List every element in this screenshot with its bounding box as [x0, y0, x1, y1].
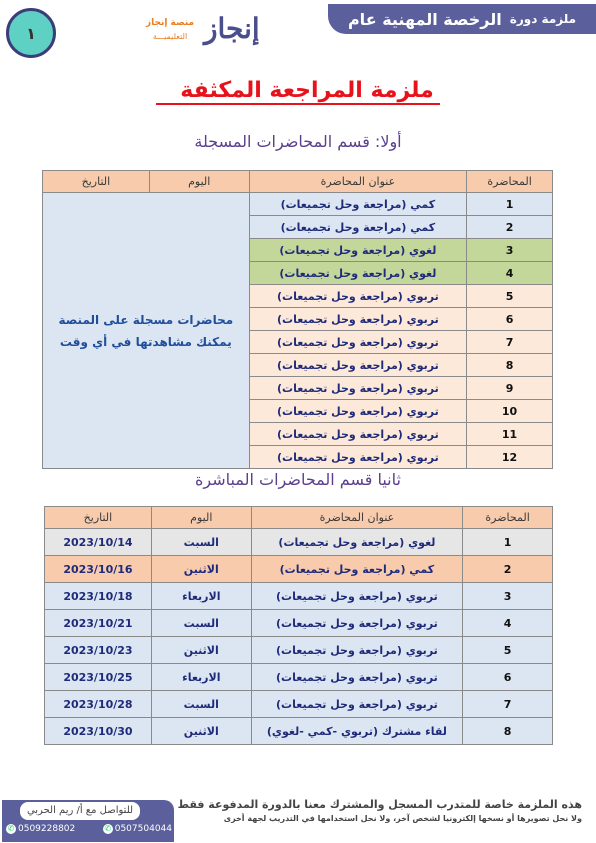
lecture-day: الاثنين [151, 556, 251, 583]
phone-numbers [6, 824, 172, 834]
lecture-title: تربوي (مراجعة وحل تجميعات) [249, 377, 467, 400]
section2-title: ثانيا قسم المحاضرات المباشرة [195, 470, 401, 489]
phone-entry[interactable] [6, 824, 75, 834]
lecture-title: تربوي (مراجعة وحل تجميعات) [249, 400, 467, 423]
footer-notice: هذه الملزمة خاصة للمتدرب المسجل والمشترك معنا بالدورة المدفوعة فقط [177, 798, 582, 811]
lecture-title: تربوي (مراجعة وحل تجميعات) [251, 691, 462, 718]
lecture-title: لغوي (مراجعة وحل تجميعات) [249, 262, 467, 285]
lecture-number: 7 [467, 331, 553, 354]
phone-number: 0507504044 [114, 824, 172, 834]
lecture-date: 2023/10/21 [45, 610, 152, 637]
col-header-day: اليوم [151, 507, 251, 529]
whatsapp-icon: ✆ [7, 824, 15, 833]
lecture-date: 2023/10/23 [45, 637, 152, 664]
table-row [45, 637, 553, 664]
lecture-number: 3 [467, 239, 553, 262]
phone-number: 0509228802 [18, 824, 76, 834]
lecture-number: 6 [467, 308, 553, 331]
lecture-title: تربوي (مراجعة وحل تجميعات) [249, 331, 467, 354]
lecture-title: تربوي (مراجعة وحل تجميعات) [249, 308, 467, 331]
lecture-number: 12 [467, 446, 553, 469]
lecture-number: 10 [467, 400, 553, 423]
lecture-number: 2 [463, 556, 553, 583]
col-header-lecture: المحاضرة [463, 507, 553, 529]
recorded-note: محاضرات مسجلة على المنصة يمكنك مشاهدتها في أي وقت [43, 193, 250, 469]
lecture-title: كمي (مراجعة وحل تجميعات) [251, 556, 462, 583]
lecture-number: 5 [467, 285, 553, 308]
lecture-date: 2023/10/30 [45, 718, 152, 745]
table-row [45, 718, 553, 745]
lecture-title: تربوي (مراجعة وحل تجميعات) [249, 423, 467, 446]
col-header-lecture: المحاضرة [467, 171, 553, 193]
lecture-number: 8 [463, 718, 553, 745]
table-header-row [45, 507, 553, 529]
course-banner [328, 4, 596, 34]
lecture-number: 4 [467, 262, 553, 285]
section1-title: أولا: قسم المحاضرات المسجلة [194, 132, 402, 151]
logo-mark: إنجاز [204, 12, 260, 45]
contact-label: للتواصل مع أ/ ريم الحربي [20, 802, 140, 820]
lecture-date: 2023/10/18 [45, 583, 152, 610]
lecture-day: الاربعاء [151, 664, 251, 691]
lecture-title: تربوي (مراجعة وحل تجميعات) [251, 637, 462, 664]
lecture-number: 8 [467, 354, 553, 377]
injaz-logo [140, 12, 260, 52]
lecture-date: 2023/10/14 [45, 529, 152, 556]
lecture-number: 1 [467, 193, 553, 216]
banner-course: الرخصة المهنية عام [347, 9, 502, 29]
logo-line1: منصة إنجاز [145, 18, 195, 28]
contact-box [2, 800, 174, 842]
col-header-date: التاريخ [45, 507, 152, 529]
lecture-number: 5 [463, 637, 553, 664]
table-row [45, 691, 553, 718]
recorded-lectures-table [42, 170, 553, 469]
lecture-number: 1 [463, 529, 553, 556]
lecture-day: الاثنين [151, 637, 251, 664]
lecture-number: 4 [463, 610, 553, 637]
lecture-title: تربوي (مراجعة وحل تجميعات) [251, 664, 462, 691]
lecture-date: 2023/10/25 [45, 664, 152, 691]
lecture-title: تربوي (مراجعة وحل تجميعات) [249, 446, 467, 469]
lecture-title: تربوي (مراجعة وحل تجميعات) [251, 610, 462, 637]
lecture-number: 7 [463, 691, 553, 718]
col-header-day: اليوم [149, 171, 249, 193]
lecture-date: 2023/10/16 [45, 556, 152, 583]
col-header-title: عنوان المحاضرة [251, 507, 462, 529]
table-header-row [43, 171, 553, 193]
phone-entry[interactable] [103, 824, 172, 834]
lecture-title: تربوي (مراجعة وحل تجميعات) [249, 354, 467, 377]
lecture-title: لغوي (مراجعة وحل تجميعات) [251, 529, 462, 556]
col-header-date: التاريخ [43, 171, 150, 193]
logo-line2: التعليميـــة [152, 32, 188, 41]
footer-disclaimer: ولا نحل تصويرها أو نسخها إلكترونيا لشخص آخر، ولا نحل استخدامها في التدريب لجهة أخرى [223, 814, 582, 823]
lecture-day: الاثنين [151, 718, 251, 745]
table-row [45, 556, 553, 583]
page-number-badge [6, 8, 56, 58]
table-row [45, 583, 553, 610]
lecture-day: السبت [151, 691, 251, 718]
lecture-number: 2 [467, 216, 553, 239]
page-number: ١ [26, 23, 36, 43]
lecture-number: 6 [463, 664, 553, 691]
live-lectures-table [44, 506, 553, 745]
lecture-number: 3 [463, 583, 553, 610]
page-title: ملزمة المراجعة المكثفة [0, 78, 596, 103]
lecture-title: تربوي (مراجعة وحل تجميعات) [251, 583, 462, 610]
lecture-title: كمي (مراجعة وحل تجميعات) [249, 193, 467, 216]
lecture-title: كمي (مراجعة وحل تجميعات) [249, 216, 467, 239]
banner-prefix: ملزمة دورة [509, 12, 577, 26]
lecture-day: السبت [151, 529, 251, 556]
page-header [0, 0, 596, 62]
table-row [45, 610, 553, 637]
lecture-day: السبت [151, 610, 251, 637]
lecture-date: 2023/10/28 [45, 691, 152, 718]
whatsapp-icon: ✆ [104, 824, 112, 833]
col-header-title: عنوان المحاضرة [249, 171, 467, 193]
lecture-title: تربوي (مراجعة وحل تجميعات) [249, 285, 467, 308]
table-row [45, 529, 553, 556]
lecture-title: لغوي (مراجعة وحل تجميعات) [249, 239, 467, 262]
lecture-number: 9 [467, 377, 553, 400]
table-row [45, 664, 553, 691]
lecture-day: الاربعاء [151, 583, 251, 610]
lecture-number: 11 [467, 423, 553, 446]
lecture-title: لقاء مشترك (تربوي -كمي -لغوي) [251, 718, 462, 745]
table-row [43, 193, 553, 216]
